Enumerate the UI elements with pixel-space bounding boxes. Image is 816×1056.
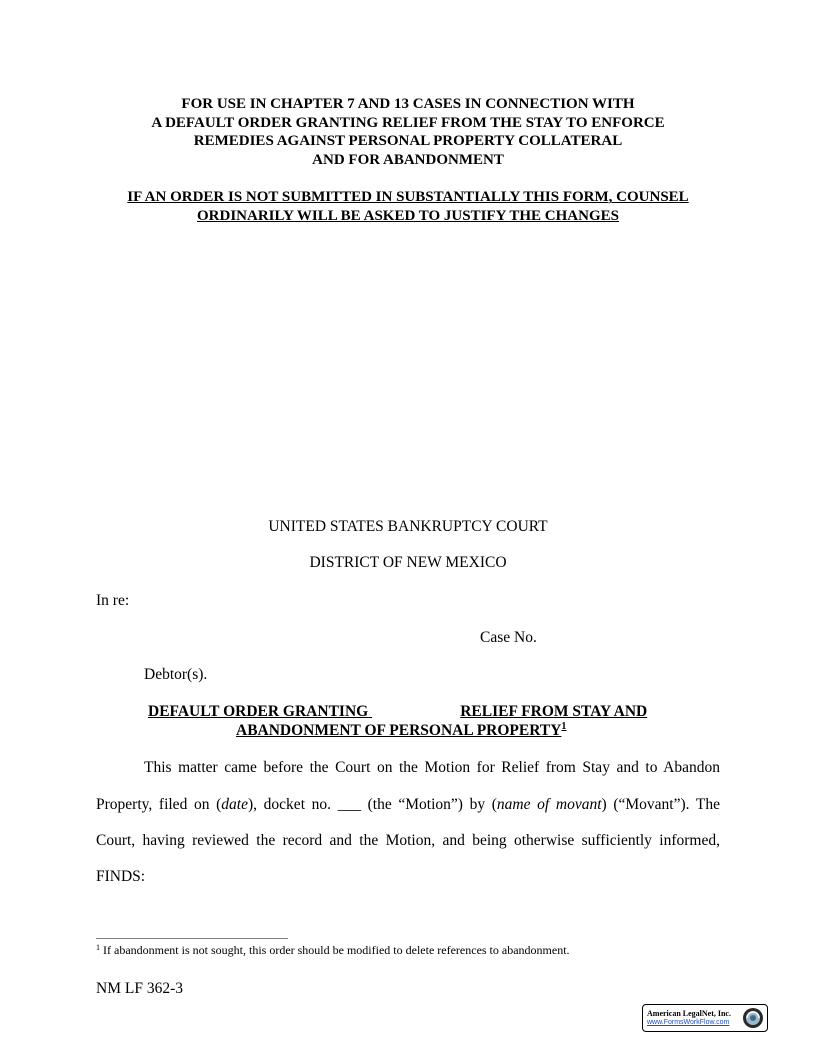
header-line: AND FOR ABANDONMENT <box>312 151 504 168</box>
debtors-label: Debtor(s). <box>144 666 208 683</box>
movant-placeholder: name of movant <box>496 796 602 813</box>
body-line-2 <box>96 795 720 815</box>
footnote-text: If abandonment is not sought, this order should be modified to delete references to abandonment. <box>103 943 570 957</box>
logo-company: American LegalNet, Inc. <box>647 1009 731 1018</box>
header-line: A DEFAULT ORDER GRANTING RELIEF FROM THE STAY TO ENFORCE <box>151 114 665 131</box>
form-instructions-header <box>0 95 816 169</box>
header-line: REMEDIES AGAINST PERSONAL PROPERTY COLLATERAL <box>193 133 623 149</box>
footnote-marker: 1 <box>96 943 100 952</box>
globe-icon <box>742 1007 764 1029</box>
case-number-label: Case No. <box>480 629 537 646</box>
order-title-part2: RELIEF FROM STAY AND <box>460 703 648 720</box>
logo-url[interactable]: www.FormsWorkFlow.com <box>647 1019 730 1026</box>
order-title-line2 <box>236 721 566 740</box>
header-line: FOR USE IN CHAPTER 7 AND 13 CASES IN CONNECTION WITH <box>181 96 635 112</box>
in-re-label: In re: <box>96 592 130 609</box>
finds-label: FINDS: <box>96 868 146 885</box>
court-district: DISTRICT OF NEW MEXICO <box>309 554 507 571</box>
warning-line: ORDINARILY WILL BE ASKED TO JUSTIFY THE CHANGES <box>197 207 619 224</box>
court-name: UNITED STATES BANKRUPTCY COURT <box>268 518 548 535</box>
order-title-line2-text: ABANDONMENT OF PERSONAL PROPERTY <box>236 722 562 740</box>
footnote-separator <box>96 938 288 939</box>
form-warning <box>96 188 720 225</box>
body-line-3: Court, having reviewed the record and the Motion, and being otherwise sufficiently informed, <box>96 832 720 849</box>
body-text: ) (“Movant”). The <box>601 796 720 813</box>
warning-line: IF AN ORDER IS NOT SUBMITTED IN SUBSTANTIALLY THIS FORM, COUNSEL <box>127 189 689 205</box>
legalnet-logo <box>642 1004 768 1032</box>
footnote <box>96 943 570 958</box>
footnote-reference: 1 <box>561 721 567 732</box>
body-text: ), docket no. ___ (the “Motion”) by ( <box>247 796 497 813</box>
date-placeholder: date <box>221 796 248 813</box>
form-id: NM LF 362-3 <box>96 980 183 997</box>
order-title <box>148 703 647 721</box>
order-title-blank <box>368 703 460 721</box>
order-title-part1: DEFAULT ORDER GRANTING <box>148 703 369 720</box>
body-line-1: This matter came before the Court on the Motion for Relief from Stay and to Abandon <box>144 759 720 776</box>
body-text: Property, filed on ( <box>96 796 222 813</box>
